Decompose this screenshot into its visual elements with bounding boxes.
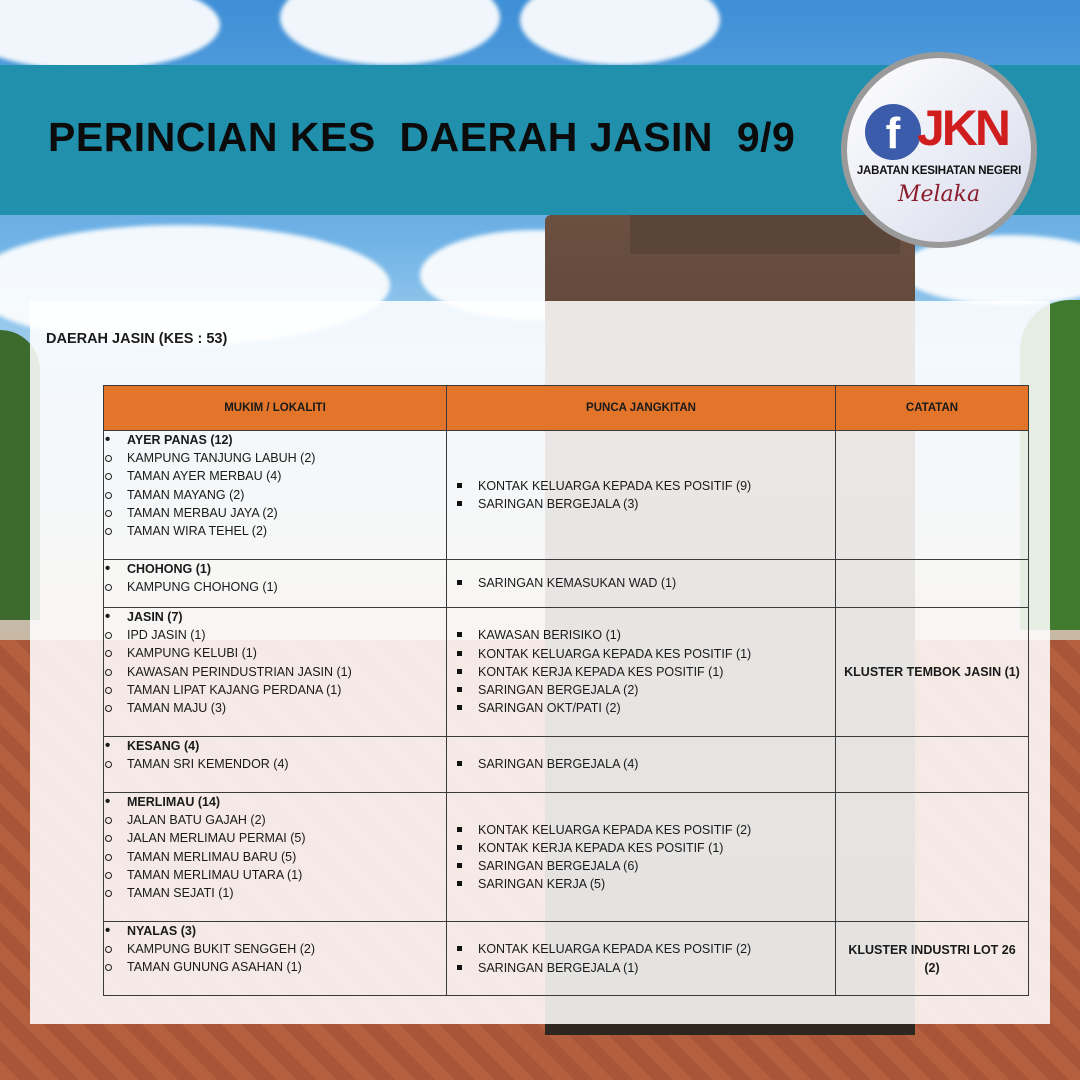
facebook-icon: f xyxy=(865,104,921,160)
note-cell: KLUSTER INDUSTRI LOT 26 (2) xyxy=(836,922,1029,996)
locality-item: KAMPUNG CHOHONG (1) xyxy=(104,578,446,596)
source-cell xyxy=(447,737,836,793)
locality-item: IPD JASIN (1) xyxy=(104,626,446,644)
locality-item: TAMAN MERLIMAU UTARA (1) xyxy=(104,866,446,884)
mukim-cell xyxy=(104,793,447,922)
locality-item: KAMPUNG BUKIT SENGGEH (2) xyxy=(104,940,446,958)
source-item: SARINGAN BERGEJALA (2) xyxy=(455,681,835,699)
locality-item: TAMAN SEJATI (1) xyxy=(104,884,446,902)
case-details-panel xyxy=(30,301,1050,1024)
locality-item: KAMPUNG KELUBI (1) xyxy=(104,644,446,662)
source-item: KONTAK KELUARGA KEPADA KES POSITIF (1) xyxy=(455,645,835,663)
source-item: KONTAK KELUARGA KEPADA KES POSITIF (9) xyxy=(455,477,835,495)
source-item: SARINGAN KERJA (5) xyxy=(455,875,835,893)
table-header-row xyxy=(104,386,1029,431)
locality-item: TAMAN MERBAU JAYA (2) xyxy=(104,504,446,522)
mukim-name: • NYALAS (3) xyxy=(104,922,446,940)
source-cell xyxy=(447,560,836,608)
source-item: SARINGAN BERGEJALA (4) xyxy=(455,755,835,773)
logo-script: Melaka xyxy=(897,182,981,207)
source-cell xyxy=(447,793,836,922)
locality-item: TAMAN MAJU (3) xyxy=(104,699,446,717)
source-item: SARINGAN KEMASUKAN WAD (1) xyxy=(455,574,835,592)
source-item: SARINGAN BERGEJALA (6) xyxy=(455,857,835,875)
district-heading: DAERAH JASIN (KES : 53) xyxy=(46,331,228,347)
table-row xyxy=(104,922,1029,996)
note-cell: KLUSTER TEMBOK JASIN (1) xyxy=(836,608,1029,737)
locality-item: TAMAN WIRA TEHEL (2) xyxy=(104,522,446,540)
note-cell xyxy=(836,560,1029,608)
table-row xyxy=(104,431,1029,560)
locality-item: KAWASAN PERINDUSTRIAN JASIN (1) xyxy=(104,663,446,681)
source-cell xyxy=(447,608,836,737)
source-item: KONTAK KERJA KEPADA KES POSITIF (1) xyxy=(455,663,835,681)
source-item: KONTAK KERJA KEPADA KES POSITIF (1) xyxy=(455,839,835,857)
column-header-punca: PUNCA JANGKITAN xyxy=(447,386,836,431)
source-cell xyxy=(447,922,836,996)
page-title: PERINCIAN KES DAERAH JASIN 9/9 xyxy=(48,114,796,160)
source-item: KONTAK KELUARGA KEPADA KES POSITIF (2) xyxy=(455,821,835,839)
table-row xyxy=(104,793,1029,922)
source-item: KAWASAN BERISIKO (1) xyxy=(455,626,835,644)
locality-item: TAMAN MAYANG (2) xyxy=(104,486,446,504)
table-row xyxy=(104,560,1029,608)
locality-item: KAMPUNG TANJUNG LABUH (2) xyxy=(104,449,446,467)
locality-item: JALAN BATU GAJAH (2) xyxy=(104,811,446,829)
mukim-cell xyxy=(104,608,447,737)
case-table xyxy=(103,385,1029,996)
mukim-cell xyxy=(104,431,447,560)
mukim-name: • CHOHONG (1) xyxy=(104,560,446,578)
source-item: SARINGAN BERGEJALA (3) xyxy=(455,495,835,513)
mukim-cell xyxy=(104,922,447,996)
mukim-name: • AYER PANAS (12) xyxy=(104,431,446,449)
note-cell xyxy=(836,793,1029,922)
locality-item: TAMAN MERLIMAU BARU (5) xyxy=(104,848,446,866)
jkn-melaka-logo xyxy=(841,52,1037,248)
logo-badge xyxy=(847,58,1031,242)
note-cell xyxy=(836,737,1029,793)
mukim-name: • JASIN (7) xyxy=(104,608,446,626)
column-header-catatan: CATATAN xyxy=(836,386,1029,431)
mukim-name: • KESANG (4) xyxy=(104,737,446,755)
mukim-cell xyxy=(104,737,447,793)
locality-item: TAMAN GUNUNG ASAHAN (1) xyxy=(104,958,446,976)
logo-acronym: JKN xyxy=(917,100,1009,156)
locality-item: TAMAN SRI KEMENDOR (4) xyxy=(104,755,446,773)
locality-item: JALAN MERLIMAU PERMAI (5) xyxy=(104,829,446,847)
table-row xyxy=(104,608,1029,737)
source-cell xyxy=(447,431,836,560)
note-cell xyxy=(836,431,1029,560)
column-header-mukim: MUKIM / LOKALITI xyxy=(104,386,447,431)
mukim-name: • MERLIMAU (14) xyxy=(104,793,446,811)
locality-item: TAMAN AYER MERBAU (4) xyxy=(104,467,446,485)
logo-subtitle: JABATAN KESIHATAN NEGERI xyxy=(856,165,1022,177)
source-item: SARINGAN OKT/PATI (2) xyxy=(455,699,835,717)
source-item: KONTAK KELUARGA KEPADA KES POSITIF (2) xyxy=(455,940,835,958)
mukim-cell xyxy=(104,560,447,608)
table-row xyxy=(104,737,1029,793)
locality-item: TAMAN LIPAT KAJANG PERDANA (1) xyxy=(104,681,446,699)
source-item: SARINGAN BERGEJALA (1) xyxy=(455,959,835,977)
